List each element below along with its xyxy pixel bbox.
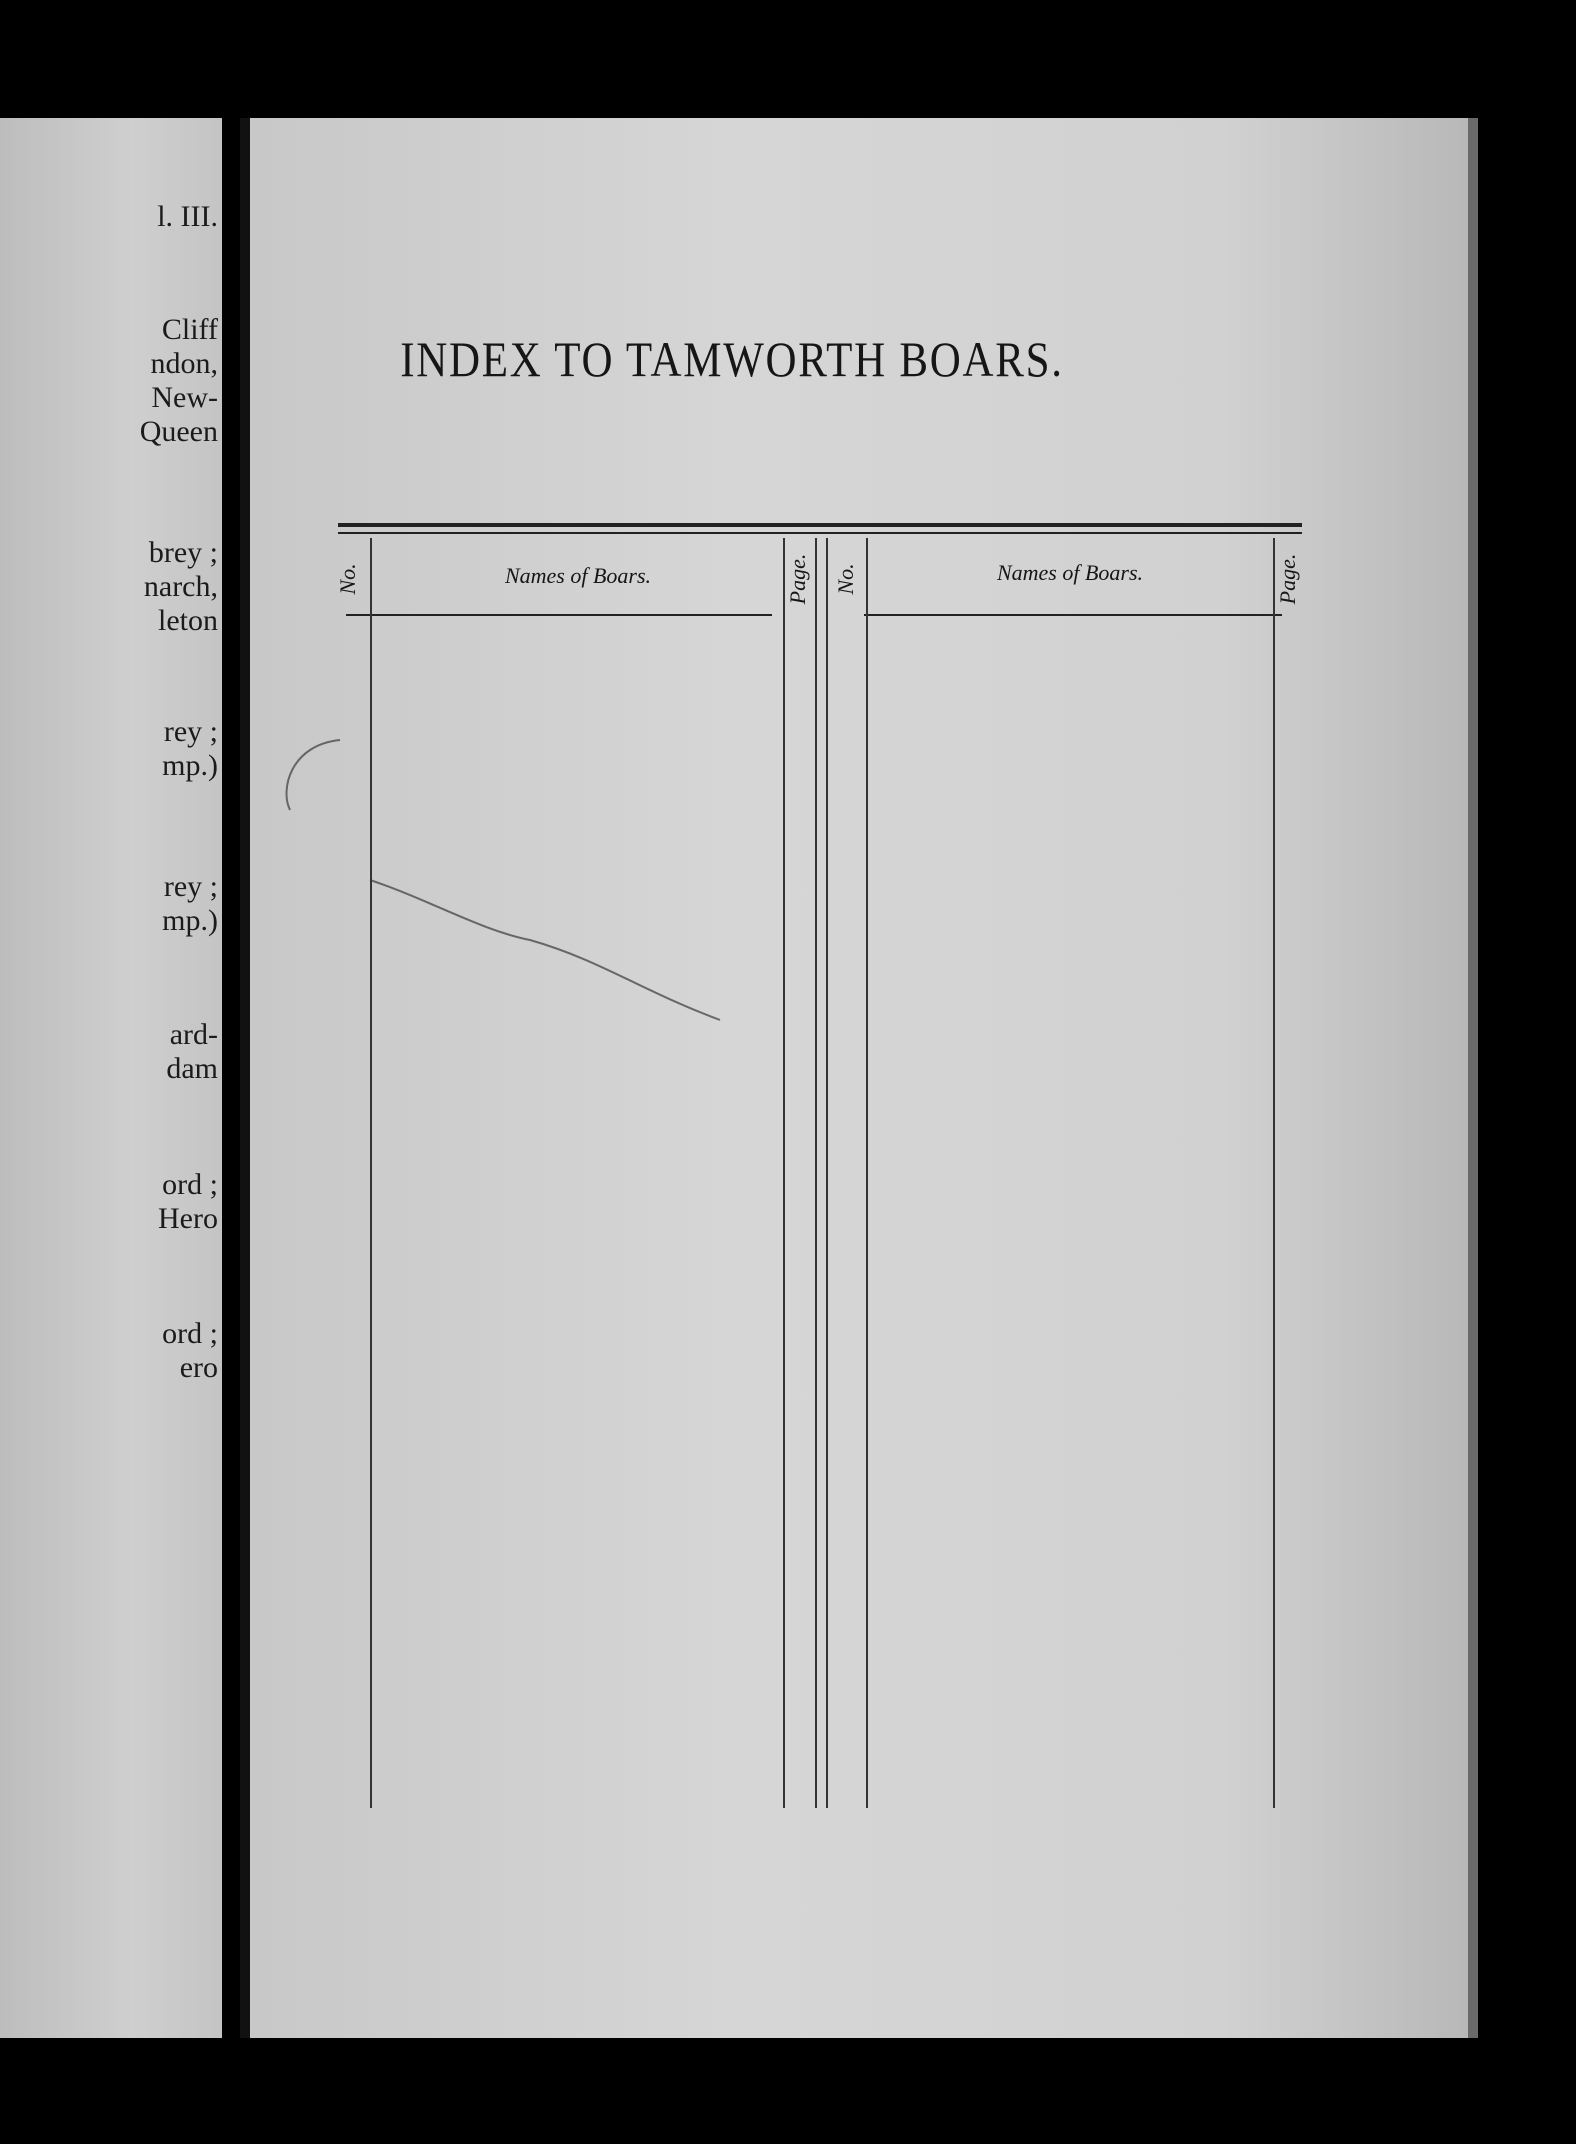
facing-page-text-fragment: New- xyxy=(151,381,218,414)
page-edge-shadow xyxy=(1468,118,1478,2038)
pencil-mark xyxy=(280,730,740,1030)
header-no-right: No. xyxy=(833,563,858,595)
facing-page-text-fragment: brey ; xyxy=(148,536,218,569)
facing-page-text-fragment: ndon, xyxy=(150,347,218,380)
header-rule-right xyxy=(864,614,1282,616)
facing-page-text-fragment: ord ; xyxy=(162,1168,218,1201)
header-page-right: Page. xyxy=(1275,553,1300,605)
column-divider xyxy=(826,538,828,1808)
facing-page-text-fragment: leton xyxy=(158,604,218,637)
header-rule-left xyxy=(346,614,772,616)
header-no-left: No. xyxy=(335,563,360,595)
column-divider xyxy=(815,538,817,1808)
column-divider xyxy=(1273,538,1275,1808)
facing-page-text-fragment: rey ; xyxy=(163,715,218,748)
header-names-right: Names of Boars. xyxy=(996,560,1144,585)
facing-page-text-fragment: Queen xyxy=(139,415,218,448)
facing-page-text-fragment: ard- xyxy=(169,1018,218,1051)
title-rule-top xyxy=(338,523,1302,527)
facing-page-text-fragment: Hero xyxy=(158,1202,218,1235)
column-divider xyxy=(370,538,372,1808)
facing-page-text-fragment: rey ; xyxy=(163,870,218,903)
facing-page-edge xyxy=(0,118,222,2038)
header-names-left: Names of Boars. xyxy=(504,563,652,588)
facing-page-text-fragment: l. III. xyxy=(157,200,218,233)
facing-page-text-fragment: Cliff xyxy=(161,313,218,346)
page-title: INDEX TO TAMWORTH BOARS. xyxy=(400,331,1064,387)
facing-page-text-fragment: ero xyxy=(179,1351,218,1384)
header-page-left: Page. xyxy=(785,553,810,605)
facing-page-text-fragment: mp.) xyxy=(162,904,218,937)
facing-page-text-fragment: ord ; xyxy=(162,1317,218,1350)
title-rule-bottom xyxy=(338,532,1302,534)
column-divider xyxy=(783,538,785,1808)
facing-page-text-fragment: narch, xyxy=(143,570,218,603)
facing-page-text-fragment: mp.) xyxy=(162,749,218,782)
index-page xyxy=(240,118,1468,2038)
facing-page-text-fragment: dam xyxy=(166,1052,218,1085)
column-divider xyxy=(866,538,868,1808)
